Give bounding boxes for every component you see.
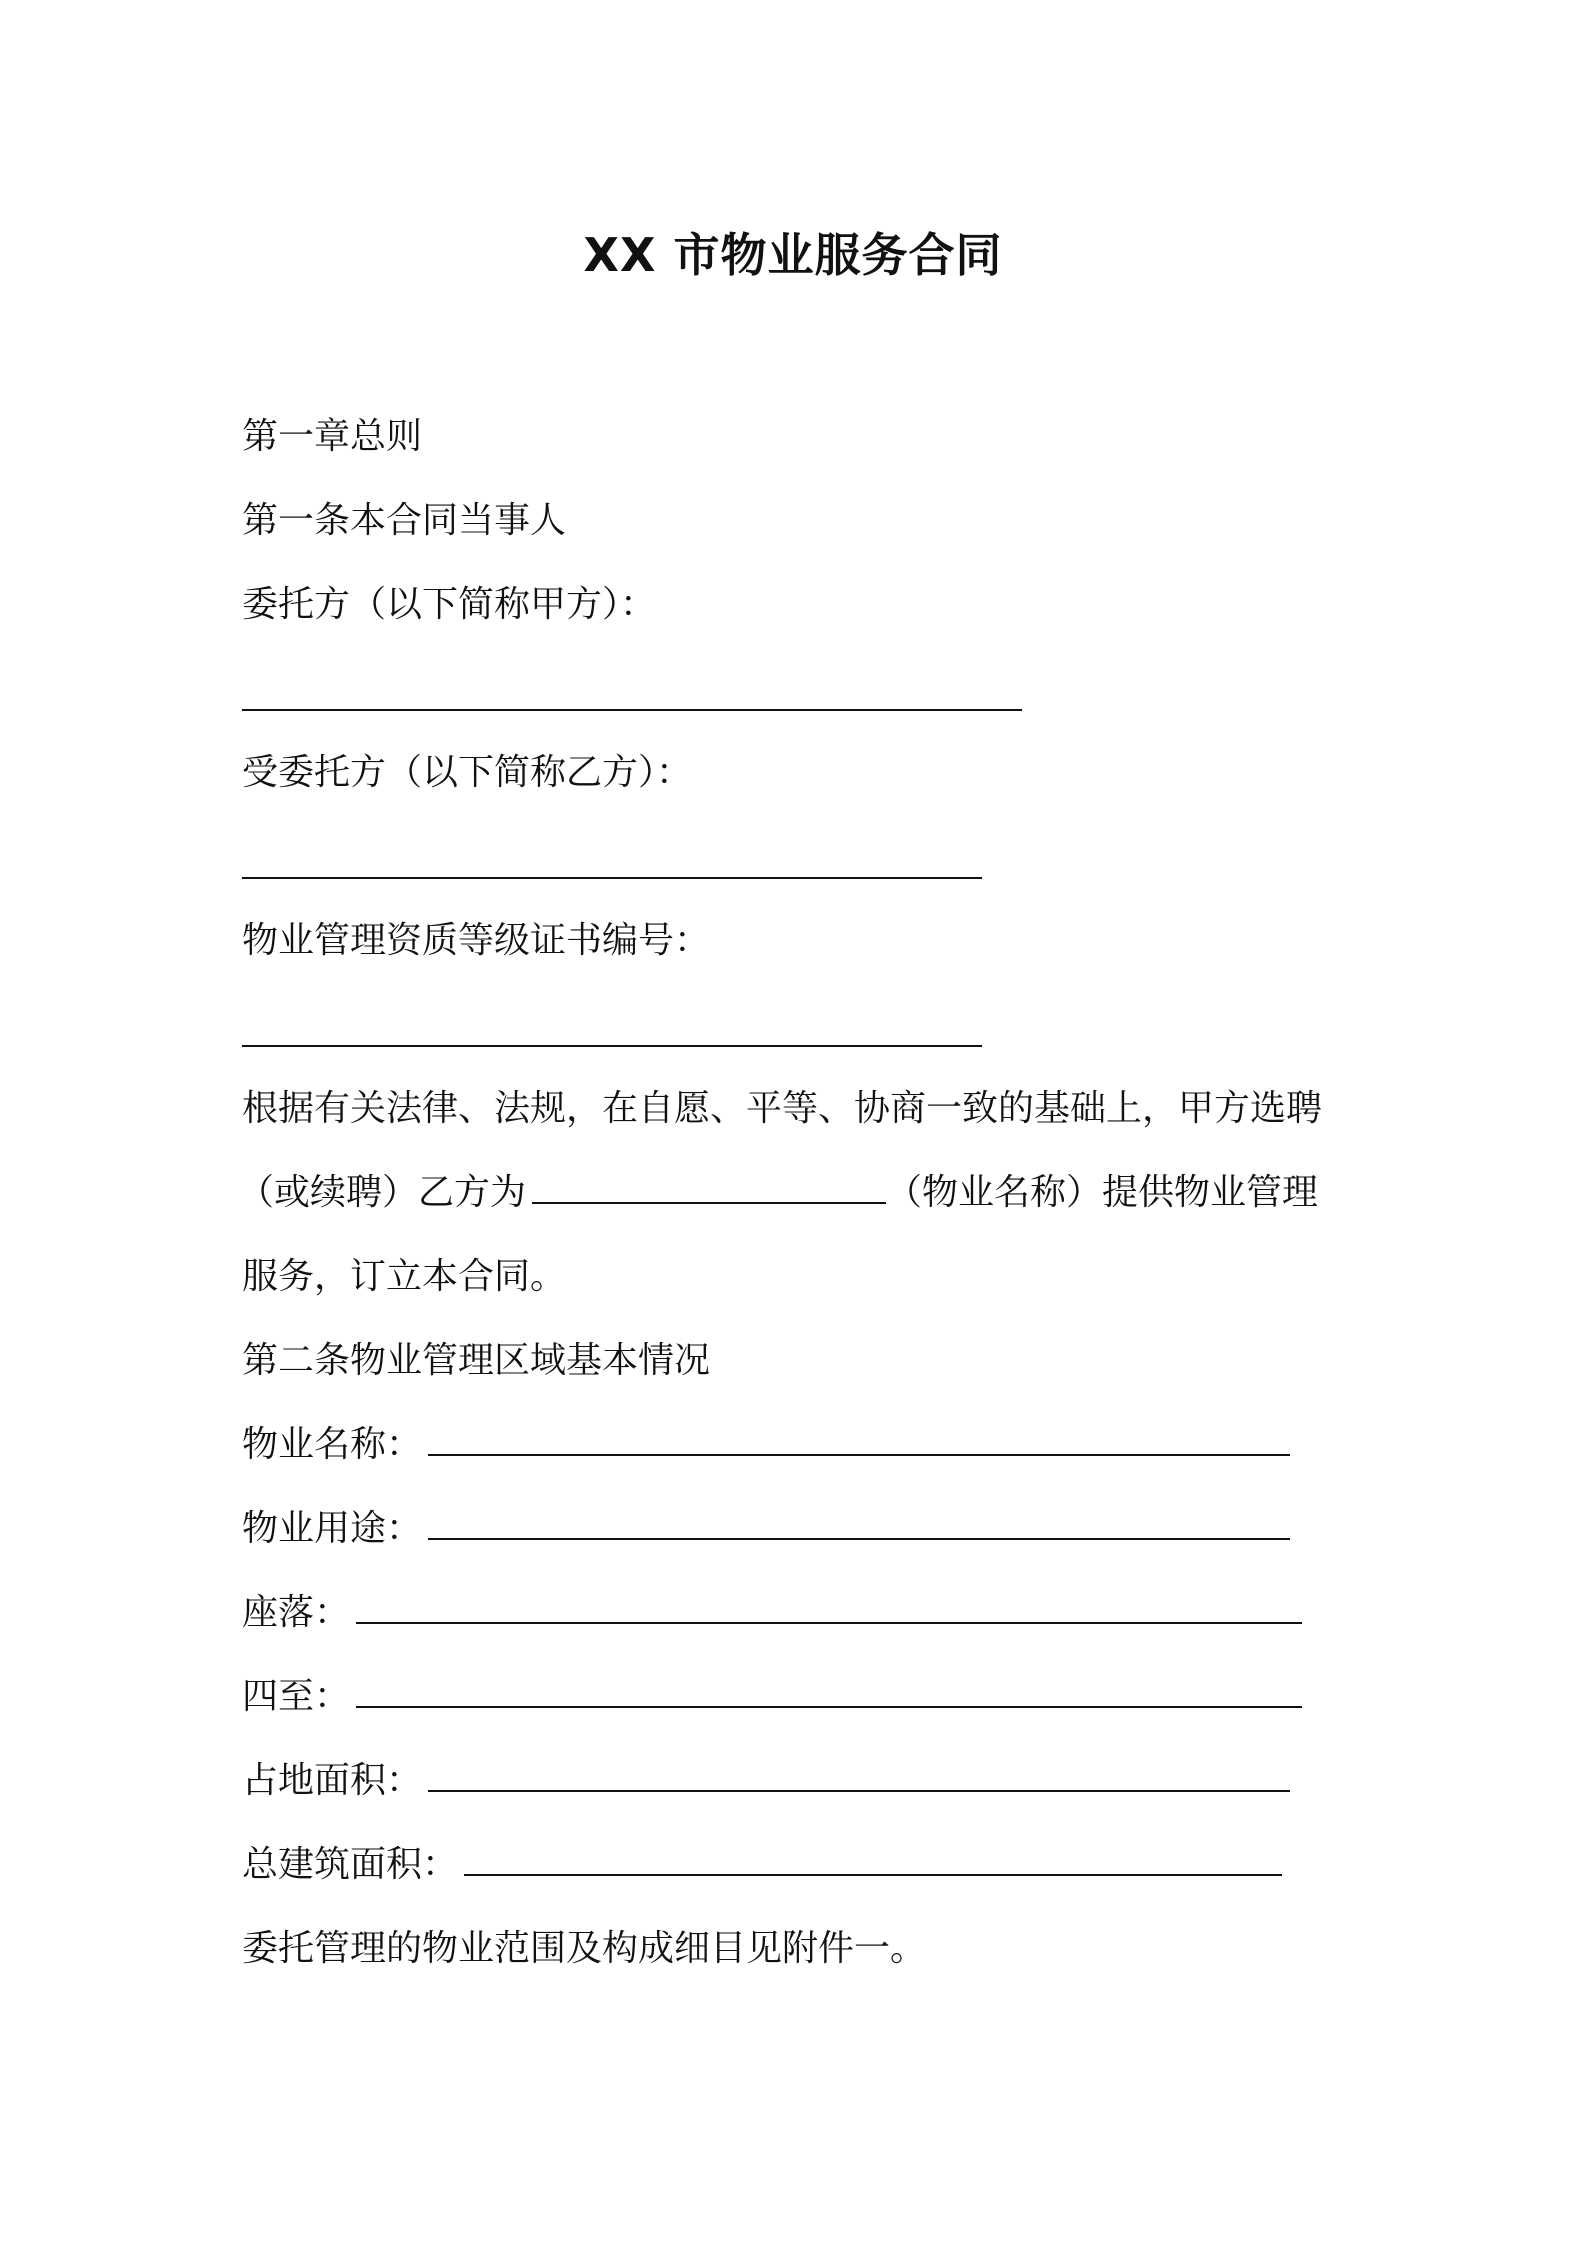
property-name-field: [242, 1420, 1290, 1470]
location-blank[interactable]: [356, 1592, 1302, 1624]
land-area-blank[interactable]: [428, 1760, 1290, 1792]
paragraph-1-line-3: 服务，订立本合同。: [242, 1256, 567, 1297]
article-2-heading: 第二条物业管理区域基本情况: [242, 1340, 711, 1381]
property-use-field: [242, 1504, 1290, 1554]
land-area-field: [242, 1756, 1290, 1806]
chapter-heading: 第一章总则: [242, 416, 423, 457]
property-use-label: 物业用途：: [242, 1508, 423, 1549]
boundaries-blank[interactable]: [356, 1676, 1302, 1708]
party-b-blank[interactable]: [242, 877, 982, 879]
certificate-blank[interactable]: [242, 1045, 982, 1047]
paragraph-1-line-2-start: （或续聘）乙方为: [238, 1172, 527, 1213]
total-building-area-label: 总建筑面积：: [242, 1844, 459, 1885]
party-b-label: 受委托方（以下简称乙方）：: [242, 752, 693, 793]
paragraph-1-line-2-end: （物业名称）提供物业管理: [886, 1172, 1319, 1213]
boundaries-field: [242, 1672, 1302, 1722]
location-field: [242, 1588, 1302, 1638]
paragraph-1-line-1: 根据有关法律、法规，在自愿、平等、协商一致的基础上，甲方选聘: [242, 1088, 1323, 1129]
certificate-label: 物业管理资质等级证书编号：: [242, 920, 711, 961]
closing-sentence: 委托管理的物业范围及构成细目见附件一。: [242, 1928, 927, 1969]
total-building-area-blank[interactable]: [464, 1844, 1282, 1876]
property-name-label: 物业名称：: [242, 1424, 423, 1465]
property-use-blank[interactable]: [428, 1508, 1290, 1540]
boundaries-label: 四至：: [242, 1676, 351, 1717]
document-title: XX 市物业服务合同: [583, 228, 1003, 282]
total-building-area-field: [242, 1840, 1282, 1890]
article-1-heading: 第一条本合同当事人: [242, 500, 567, 541]
property-name-inline-blank[interactable]: [532, 1172, 886, 1204]
party-a-blank[interactable]: [242, 709, 1022, 711]
land-area-label: 占地面积：: [242, 1760, 423, 1801]
property-name-blank[interactable]: [428, 1424, 1290, 1456]
location-label: 座落：: [242, 1592, 351, 1633]
paragraph-1-line-2: [238, 1168, 1318, 1218]
party-a-label: 委托方（以下简称甲方）：: [242, 584, 657, 625]
